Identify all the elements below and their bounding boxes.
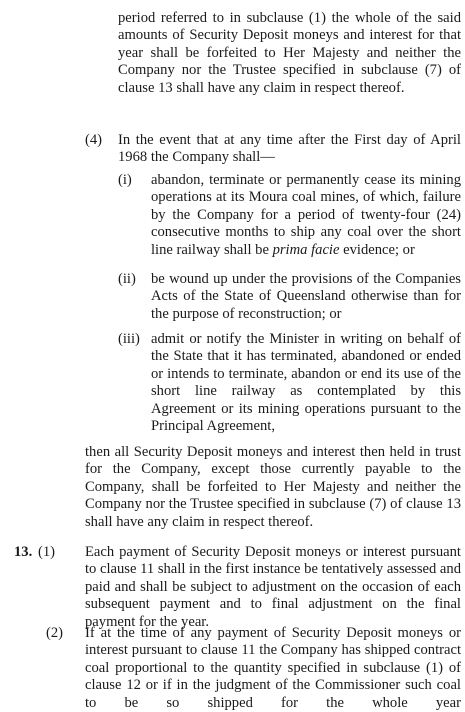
prima-facie-italic: prima facie: [272, 241, 340, 258]
subclause-4-conclusion: then all Security Deposit moneys and interest then held in trust for the Company, except those currently payable to the Company, shall be forfeited to Her Majesty and neither the Company nor the Trustee specified in subclause (7) of clause 13 shall have any claim in respect thereof.: [85, 444, 461, 530]
subclause-4-label: (4): [85, 132, 103, 148]
continuation-paragraph: period referred to in subclause (1) the whole of the said amounts of Security Deposit moneys and interest for that year shall be forfeited to Her Majesty and neither the Company nor the Trustee specified in subclause (7) of clause 13 shall have any claim in respect thereof.: [118, 10, 461, 96]
subclause-4-intro: In the event that at any time after the First day of April 1968 the Company shall—: [118, 132, 461, 166]
item-iii-label: (iii): [118, 331, 140, 347]
clause-13-number: 13.: [14, 544, 33, 560]
clause-13-subclause-2-label: (2): [46, 625, 64, 641]
clause-13-subclause-1-label: (1): [38, 544, 56, 560]
item-ii-label: (ii): [118, 271, 136, 287]
clause-13-subclause-1-text: Each payment of Security Deposit moneys or interest pursuant to clause 11 shall in the first instance be tentatively assessed and paid and shall be subject to adjustment on the occasion of each subsequent payment and to final adjustment on the final payment for the year.: [85, 544, 461, 630]
item-i-label: (i): [118, 172, 132, 188]
item-i-text: abandon, terminate or permanently cease its mining operations at its Moura coal mines, of which, failure by the Company for a period of twenty-four (24) consecutive months to ship any coal over the short line railway shall be prima facie evidence; or: [151, 172, 461, 258]
item-iii-text: admit or notify the Minister in writing on behalf of the State that it has terminated, abandoned or ended or intends to terminate, abandon or end its use of the short line railway as contemplated by this Agreement or its mining operations pursuant to the Principal Agreement,: [151, 331, 461, 435]
item-ii-text: be wound up under the provisions of the Companies Acts of the State of Queensland otherwise than for the purpose of reconstruction; or: [151, 271, 461, 322]
clause-13-subclause-2-text: If at the time of any payment of Security Deposit moneys or interest pursuant to clause 11 the Company has shipped contract coal proportional to the quantity specified in subclause (1) of clause 12 or if in the judgment of the Commissioner such coal to be so shipped for the whole year: [85, 625, 461, 711]
